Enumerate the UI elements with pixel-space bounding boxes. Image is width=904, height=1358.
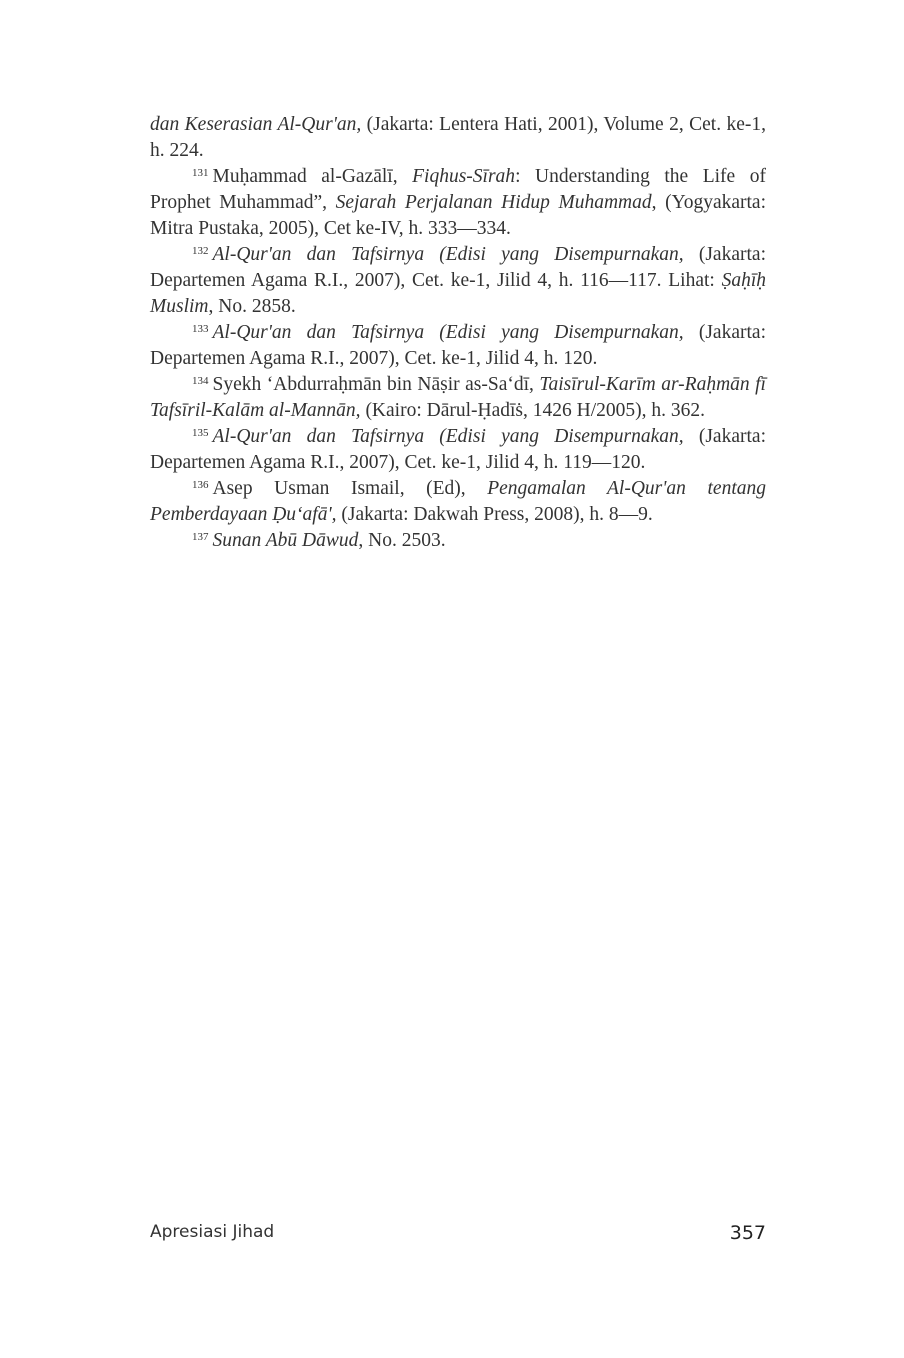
- footnote-text: (Jakarta: Dakwah Press, 2008), h. 8—9.: [336, 504, 653, 525]
- footnote-text: (Jakarta: Departemen Agama R.I., 2007), Cet. ke-1, Jilid 4, h. 120.: [150, 322, 766, 369]
- footnote-number: 133: [192, 323, 209, 335]
- footnote-134: [150, 372, 766, 424]
- footnote-title: Taisīrul-Karīm ar-Raḥmān fī Tafsīril-Kalām al-Mannān,: [150, 374, 766, 421]
- footnote-title: Al-Qur'an dan Tafsirnya (Edisi yang Disempurnakan,: [212, 426, 684, 447]
- footnote-137: [150, 528, 766, 554]
- footnote-text: (Kairo: Dārul-Ḥadīṡ, 1426 H/2005), h. 362.: [360, 400, 706, 421]
- footnote-131: [150, 164, 766, 242]
- page-number: 357: [729, 1222, 766, 1244]
- footnote-number: 135: [192, 427, 209, 439]
- running-footer-title: Apresiasi Jihad: [150, 1222, 275, 1242]
- footnote-title: Ṣaḥīḥ Muslim: [150, 270, 766, 317]
- footnote-number: 136: [192, 479, 209, 491]
- footnote-title: Al-Qur'an dan Tafsirnya (Edisi yang Disempurnakan,: [212, 322, 684, 343]
- footnote-text: (Jakarta: Departemen Agama R.I., 2007), Cet. ke-1, Jilid 4, h. 116—117. Lihat:: [150, 244, 766, 291]
- footnote-text: , (Yogyakarta: Mitra Pustaka, 2005), Cet ke-IV, h. 333—334.: [150, 192, 766, 239]
- footnote-title: Al-Qur'an dan Tafsirnya (Edisi yang Disempurnakan,: [212, 244, 684, 265]
- footnote-136: [150, 476, 766, 528]
- footnote-title: Sejarah Perjalanan Hidup Muhammad: [335, 192, 652, 213]
- footnote-number: 132: [192, 245, 209, 257]
- footnote-132: [150, 242, 766, 320]
- footnote-title: Sunan Abū Dāwud: [212, 530, 359, 551]
- footnote-text: Syekh ‘Abdurraḥmān bin Nāṣir as-Sa‘dī,: [212, 374, 540, 395]
- footnote-text: (Jakarta: Lentera Hati, 2001), Volume 2, Cet. ke-1, h. 224.: [150, 114, 767, 161]
- footnote-133: [150, 320, 766, 372]
- footnote-text: Muḥammad al-Gazālī,: [212, 166, 413, 187]
- footnote-text: Asep Usman Ismail, (Ed),: [212, 478, 488, 499]
- footnote-number: 134: [192, 375, 209, 387]
- footnote-text: , No. 2503.: [358, 530, 446, 551]
- footnote-title: Fiqhus-Sīrah: [412, 166, 516, 187]
- footnote-title: dan Keserasian Al-Qur'an,: [150, 114, 362, 135]
- footnote-number: 137: [192, 531, 209, 543]
- footnote-title: Pengamalan Al-Qur'an tentang Pemberdayaan Ḍu‘afā',: [150, 478, 766, 525]
- footnote-text: : Understanding the Life of Prophet Muhammad”,: [150, 166, 766, 213]
- footnote-text: , No. 2858.: [208, 296, 296, 317]
- footnote-continued: [150, 112, 766, 164]
- footnote-number: 131: [192, 167, 209, 179]
- footnote-135: [150, 424, 766, 476]
- footnotes-block: [150, 112, 766, 554]
- footnote-text: (Jakarta: Departemen Agama R.I., 2007), Cet. ke-1, Jilid 4, h. 119—120.: [150, 426, 766, 473]
